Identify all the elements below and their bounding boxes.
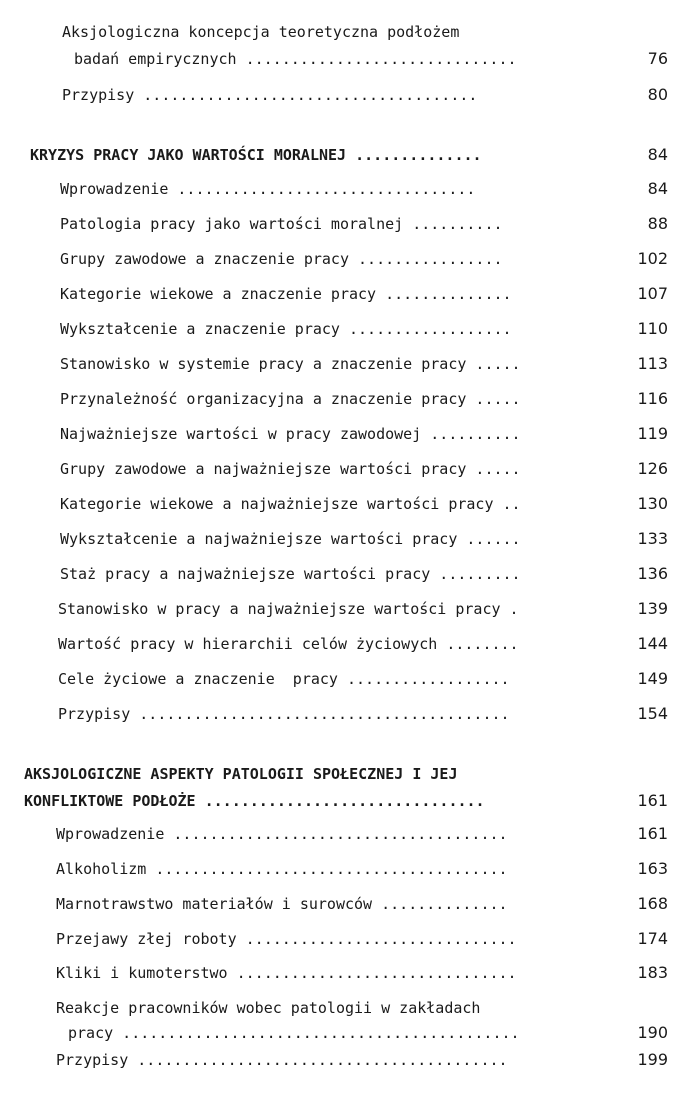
toc-entry-text: Grupy zawodowe a najważniejsze wartości pracy .....: [60, 460, 521, 478]
toc-page-number: 161: [637, 824, 668, 843]
toc-entry-text: Przypisy .....................................: [62, 86, 478, 104]
toc-page-number: 154: [637, 704, 668, 723]
toc-page-number: 107: [637, 284, 668, 303]
toc-page-number: 84: [647, 179, 668, 198]
toc-page-number: 199: [637, 1050, 668, 1069]
toc-entry-text: Przypisy .........................................: [56, 1051, 508, 1069]
toc-entry-text: Wprowadzenie .................................: [60, 180, 476, 198]
toc-entry-text: Stanowisko w systemie pracy a znaczenie pracy .....: [60, 355, 521, 373]
toc-entry-text: Wprowadzenie .....................................: [56, 825, 508, 843]
toc-entry-text: pracy ............................................: [68, 1024, 520, 1042]
toc-entry-text: Stanowisko w pracy a najważniejsze wartości pracy .: [58, 600, 519, 618]
toc-page-number: 126: [637, 459, 668, 478]
toc-entry-text: Staż pracy a najważniejsze wartości pracy .........: [60, 565, 521, 583]
toc-entry-text: Alkoholizm .......................................: [56, 860, 508, 878]
toc-page-number: 163: [637, 859, 668, 878]
toc-page-number: 113: [637, 354, 668, 373]
toc-chapter-title: AKSJOLOGICZNE ASPEKTY PATOLOGII SPOŁECZNEJ I JEJ: [24, 765, 458, 783]
toc-page-number: 174: [637, 929, 668, 948]
toc-page-number: 76: [647, 49, 668, 68]
toc-page-number: 161: [637, 791, 668, 810]
toc-page-number: 102: [637, 249, 668, 268]
toc-page-number: 116: [637, 389, 668, 408]
toc-page-number: 80: [647, 85, 668, 104]
toc-entry-text: Wykształcenie a najważniejsze wartości pracy ......: [60, 530, 521, 548]
toc-entry-text: Wykształcenie a znaczenie pracy ..................: [60, 320, 512, 338]
toc-chapter-title: KRYZYS PRACY JAKO WARTOŚCI MORALNEJ ..............: [30, 146, 482, 164]
toc-page-number: 133: [637, 529, 668, 548]
toc-entry-text: Przypisy .........................................: [58, 705, 510, 723]
toc-entry-text: Przynależność organizacyjna a znaczenie pracy .....: [60, 390, 521, 408]
toc-entry-text: Kategorie wiekowe a najważniejsze wartości pracy ..: [60, 495, 521, 513]
toc-entry-text: Cele życiowe a znaczenie pracy ..................: [58, 670, 510, 688]
toc-entry-text: Patologia pracy jako wartości moralnej ..........: [60, 215, 503, 233]
toc-page-number: 84: [647, 145, 668, 164]
toc-entry-text: Marnotrawstwo materiałów i surowców ..............: [56, 895, 508, 913]
toc-page-number: 88: [647, 214, 668, 233]
toc-entry-text: Kategorie wiekowe a znaczenie pracy ..............: [60, 285, 512, 303]
toc-entry-text: Aksjologiczna koncepcja teoretyczna podłożem: [62, 23, 460, 41]
toc-page-number: 136: [637, 564, 668, 583]
toc-entry-text: Wartość pracy w hierarchii celów życiowych ........: [58, 635, 519, 653]
toc-page-number: 149: [637, 669, 668, 688]
toc-entry-text: Najważniejsze wartości w pracy zawodowej ..........: [60, 425, 521, 443]
toc-page-number: 144: [637, 634, 668, 653]
toc-page-number: 168: [637, 894, 668, 913]
toc-page-number: 139: [637, 599, 668, 618]
toc-entry-text: Grupy zawodowe a znaczenie pracy ................: [60, 250, 503, 268]
toc-page-number: 110: [637, 319, 668, 338]
toc-chapter-title: KONFLIKTOWE PODŁOŻE ...............................: [24, 792, 485, 810]
toc-entry-text: badań empirycznych ..............................: [74, 50, 517, 68]
toc-page-number: 130: [637, 494, 668, 513]
toc-page-number: 190: [637, 1023, 668, 1042]
toc-entry-text: Przejawy złej roboty ..............................: [56, 930, 517, 948]
toc-entry-text: Reakcje pracowników wobec patologii w zakładach: [56, 999, 481, 1017]
toc-page-number: 119: [637, 424, 668, 443]
toc-entry-text: Kliki i kumoterstwo ...............................: [56, 964, 517, 982]
toc-page-number: 183: [637, 963, 668, 982]
